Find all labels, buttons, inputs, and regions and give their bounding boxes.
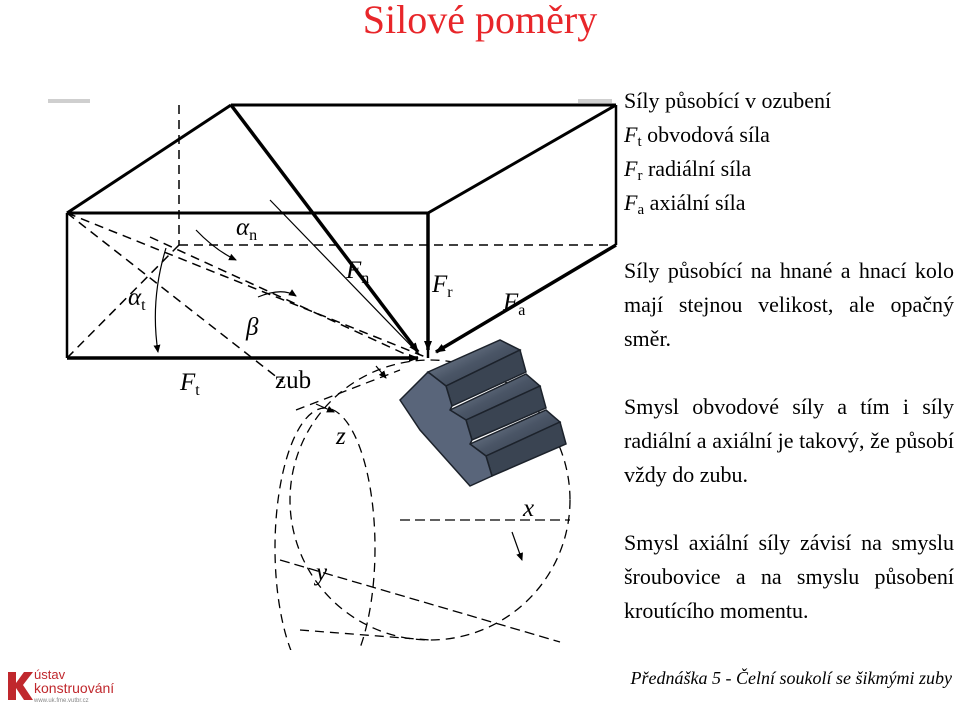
force-box <box>67 105 616 358</box>
text-column <box>624 84 954 628</box>
label-beta: β <box>246 314 259 341</box>
helical-teeth <box>400 340 566 486</box>
label-z: z <box>336 423 346 450</box>
logo-text-konstruovani: konstruování <box>34 680 115 696</box>
scan-mark <box>48 99 90 103</box>
alpha-t-arc <box>155 248 166 352</box>
intro-text: Síly působící v ozubení <box>624 88 832 113</box>
force-line-fr: $F_r$ radiální síla <box>624 156 752 184</box>
force-arrow-fa <box>436 245 616 352</box>
force-arrow-fn <box>231 105 418 352</box>
label-fn: $F_n$ <box>346 257 370 287</box>
label-alpha-t: $\alpha_t$ <box>128 284 146 314</box>
page-title: Silové poměry <box>362 0 598 42</box>
hidden-edges <box>67 105 616 382</box>
label-x: x <box>523 495 535 522</box>
logo-url: www.uk.fme.vutbr.cz <box>34 698 89 704</box>
logo-text-ustav: ústav <box>34 667 66 682</box>
force-line-ft: $F_t$ obvodová síla <box>624 122 770 150</box>
paragraph-axial-force: Smysl axiální síly závisí na smyslu šroubovice a na smyslu působení kroutícího momentu. <box>624 530 954 623</box>
paragraph-force-direction: Smysl obvodové síly a tím i síly radiální a axiální je takový, že působí vždy do zubu. <box>624 394 954 487</box>
label-fa: $F_a$ <box>503 289 526 319</box>
lecture-footer: Přednáška 5 - Čelní soukolí se šikmými zuby <box>630 668 952 688</box>
scan-mark <box>578 99 612 103</box>
label-zub: zub <box>275 367 312 394</box>
projection-line <box>270 200 420 355</box>
logo-mark-icon <box>8 672 33 700</box>
label-alpha-n: $\alpha_n$ <box>236 214 258 244</box>
label-fr: $F_r$ <box>432 271 453 301</box>
z-arrow <box>316 404 334 412</box>
force-line-fa: $F_a$ axiální síla <box>624 190 746 218</box>
label-y: y <box>316 559 328 586</box>
zub-arrow <box>376 366 386 378</box>
label-ft: $F_t$ <box>180 369 200 399</box>
x-arrow <box>512 532 522 560</box>
paragraph-equal-forces: Síly působící na hnané a hnací kolo mají stejnou velikost, ale opačný směr. <box>624 258 954 351</box>
